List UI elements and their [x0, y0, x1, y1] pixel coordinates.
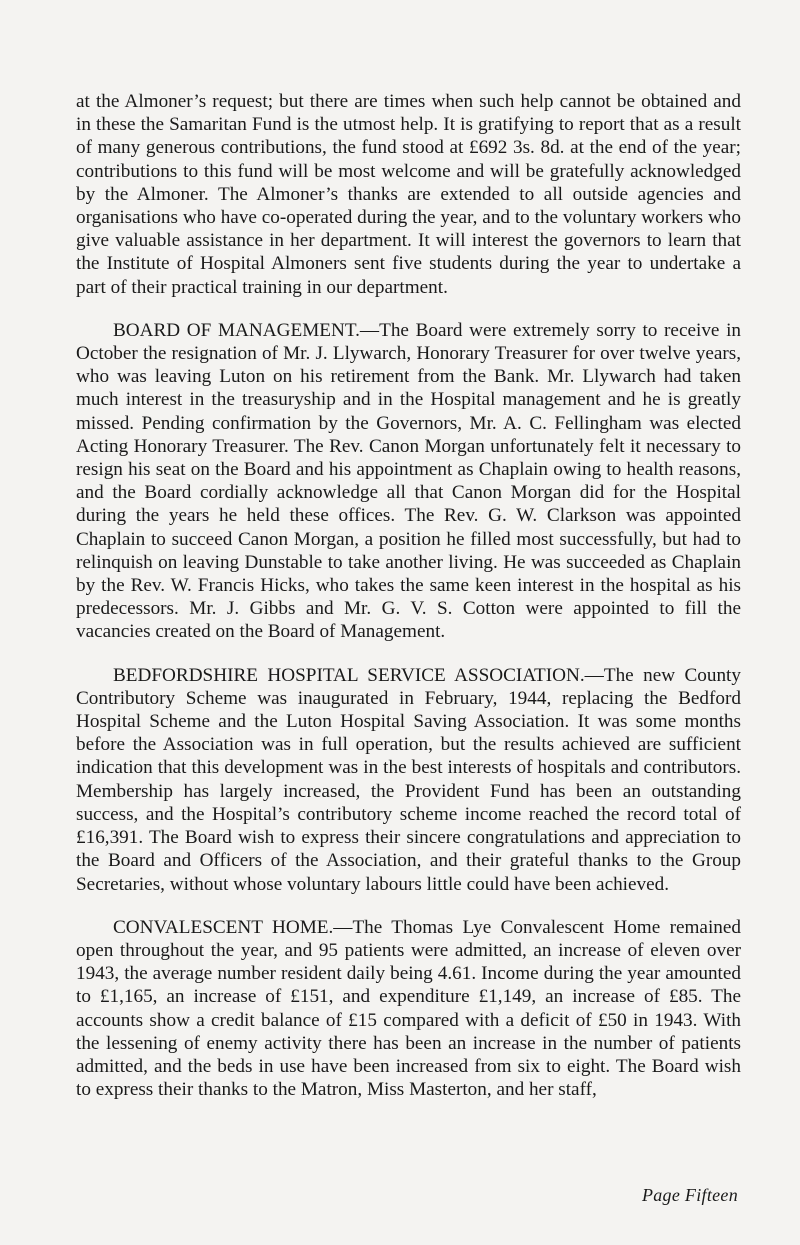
- body-text: [76, 90, 741, 1121]
- paragraph-hospital-service-association: BEDFORDSHIRE HOSPITAL SERVICE ASSOCIATION.—The new County Contributory Scheme was inaugurated in February, 1944, replacing the Bedford Hospital Scheme and the Luton Hospital Saving Association. It was some months before the Association was in full operation, but the results achieved are sufficient indication that this development was in the best interests of hospitals and contributors. Membership has largely increased, the Provident Fund has been an outstanding success, and the Hospital’s contributory scheme income reached the record total of £16,391. The Board wish to express their sincere congratulations and appreciation to the Board and Officers of the Association, and their grateful thanks to the Group Secretaries, without whose voluntary labours little could have been achieved.: [76, 664, 741, 895]
- page-number: Page Fifteen: [641, 1185, 738, 1205]
- paragraph-board-of-management: BOARD OF MANAGEMENT.—The Board were extremely sorry to receive in October the resignation of Mr. J. Llywarch, Honorary Treasurer for over twelve years, who was leaving Luton on his retirement from the Bank. Mr. Llywarch had taken much interest in the treasuryship and in the Hospital management and he is greatly missed. Pending confirmation by the Governors, Mr. A. C. Fellingham was elected Acting Honorary Treasurer. The Rev. Canon Morgan unfortunately felt it necessary to resign his seat on the Board and his appointment as Chaplain owing to health reasons, and the Board cordially acknowledge all that Canon Morgan did for the Hospital during the years he held these offices. The Rev. G. W. Clarkson was appointed Chaplain to succeed Canon Morgan, a position he filled most successfully, but had to relinquish on leaving Dunstable to take another living. He was succeeded as Chaplain by the Rev. W. Francis Hicks, who takes the same keen interest in the hospital as his predecessors. Mr. J. Gibbs and Mr. G. V. S. Cotton were appointed to fill the vacancies created on the Board of Management.: [76, 319, 741, 643]
- paragraph-almoner: at the Almoner’s request; but there are times when such help cannot be obtained and in these the Samaritan Fund is the utmost help. It is gratifying to report that as a result of many generous contributions, the fund stood at £692 3s. 8d. at the end of the year; contributions to this fund will be most welcome and will be gratefully acknowledged by the Almoner. The Almoner’s thanks are extended to all outside agencies and organisations who have co-operated during the year, and to the voluntary workers who give valuable assistance in her department. It will interest the governors to learn that the Institute of Hospital Almoners sent five students during the year to undertake a part of their practical training in our department.: [76, 91, 741, 298]
- paragraph-convalescent-home: CONVALESCENT HOME.—The Thomas Lye Convalescent Home remained open throughout the year, and 95 patients were admitted, an increase of eleven over 1943, the average number resident daily being 4.61. Income during the year amounted to £1,165, an increase of £151, and expenditure £1,149, an increase of £85. The accounts show a credit balance of £15 compared with a deficit of £50 in 1943. With the lessening of enemy activity there has been an increase in the number of patients admitted, and the beds in use have been increased from six to eight. The Board wish to express their thanks to the Matron, Miss Masterton, and her staff,: [76, 916, 741, 1101]
